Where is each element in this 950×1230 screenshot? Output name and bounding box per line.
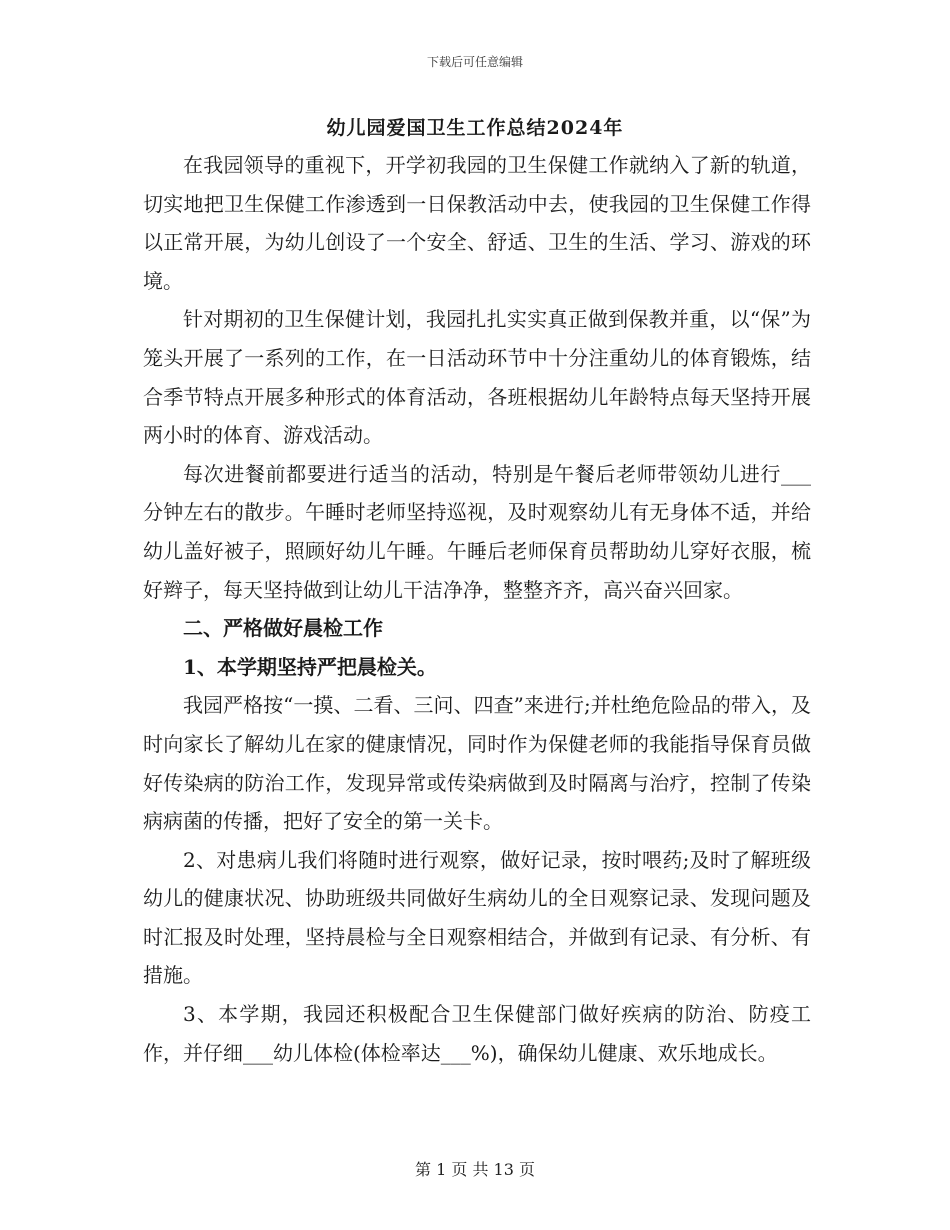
section-heading: 二、严格做好晨检工作	[183, 616, 383, 641]
paragraph: 我园严格按“一摸、二看、三问、四查”来进行;并杜绝危险品的带入，及时向家长了解幼儿在家的健康情况，同时作为保健老师的我能指导保育员做好传染病的防治工作，发现异常或传染病做到及时隔离与治疗，控制了传染病病菌的传播，把好了安全的第一关卡。	[143, 693, 811, 834]
subsection-heading: 1、本学期坚持严把晨检关。	[183, 654, 437, 679]
paragraph: 2、对患病儿我们将随时进行观察，做好记录，按时喂药;及时了解班级幼儿的健康状况、协助班级共同做好生病幼儿的全日观察记录、发现问题及时汇报及时处理，坚持晨检与全日观察相结合，并做到有记录、有分析、有措施。	[143, 847, 811, 988]
page-footer: 第 1 页 共 13 页	[415, 1160, 535, 1179]
header-note: 下载后可任意编辑	[426, 55, 523, 69]
paragraph: 3、本学期，我园还积极配合卫生保健部门做好疾病的防治、防疫工作，并仔细___幼儿体检(体检率达___%)，确保幼儿健康、欢乐地成长。	[143, 1002, 811, 1065]
document-body	[143, 146, 811, 1072]
paragraph: 在我园领导的重视下，开学初我园的卫生保健工作就纳入了新的轨道，切实地把卫生保健工作渗透到一日保教活动中去，使我园的卫生保健工作得以正常开展，为幼儿创设了一个安全、舒适、卫生的生活、学习、游戏的环境。	[143, 153, 811, 293]
paragraph: 针对期初的卫生保健计划，我园扎扎实实真正做到保教并重，以“保”为笼头开展了一系列的工作，在一日活动环节中十分注重幼儿的体育锻炼，结合季节特点开展多种形式的体育活动，各班根据幼儿年龄特点每天坚持开展两小时的体育、游戏活动。	[143, 307, 811, 448]
paragraph: 每次进餐前都要进行适当的活动，特别是午餐后老师带领幼儿进行___分钟左右的散步。午睡时老师坚持巡视，及时观察幼儿有无身体不适，并给幼儿盖好被子，照顾好幼儿午睡。午睡后老师保育员帮助幼儿穿好衣服，梳好辫子，每天坚持做到让幼儿干洁净净，整整齐齐，高兴奋兴回家。	[143, 461, 811, 602]
document-title: 幼儿园爱国卫生工作总结2024年	[326, 117, 624, 139]
